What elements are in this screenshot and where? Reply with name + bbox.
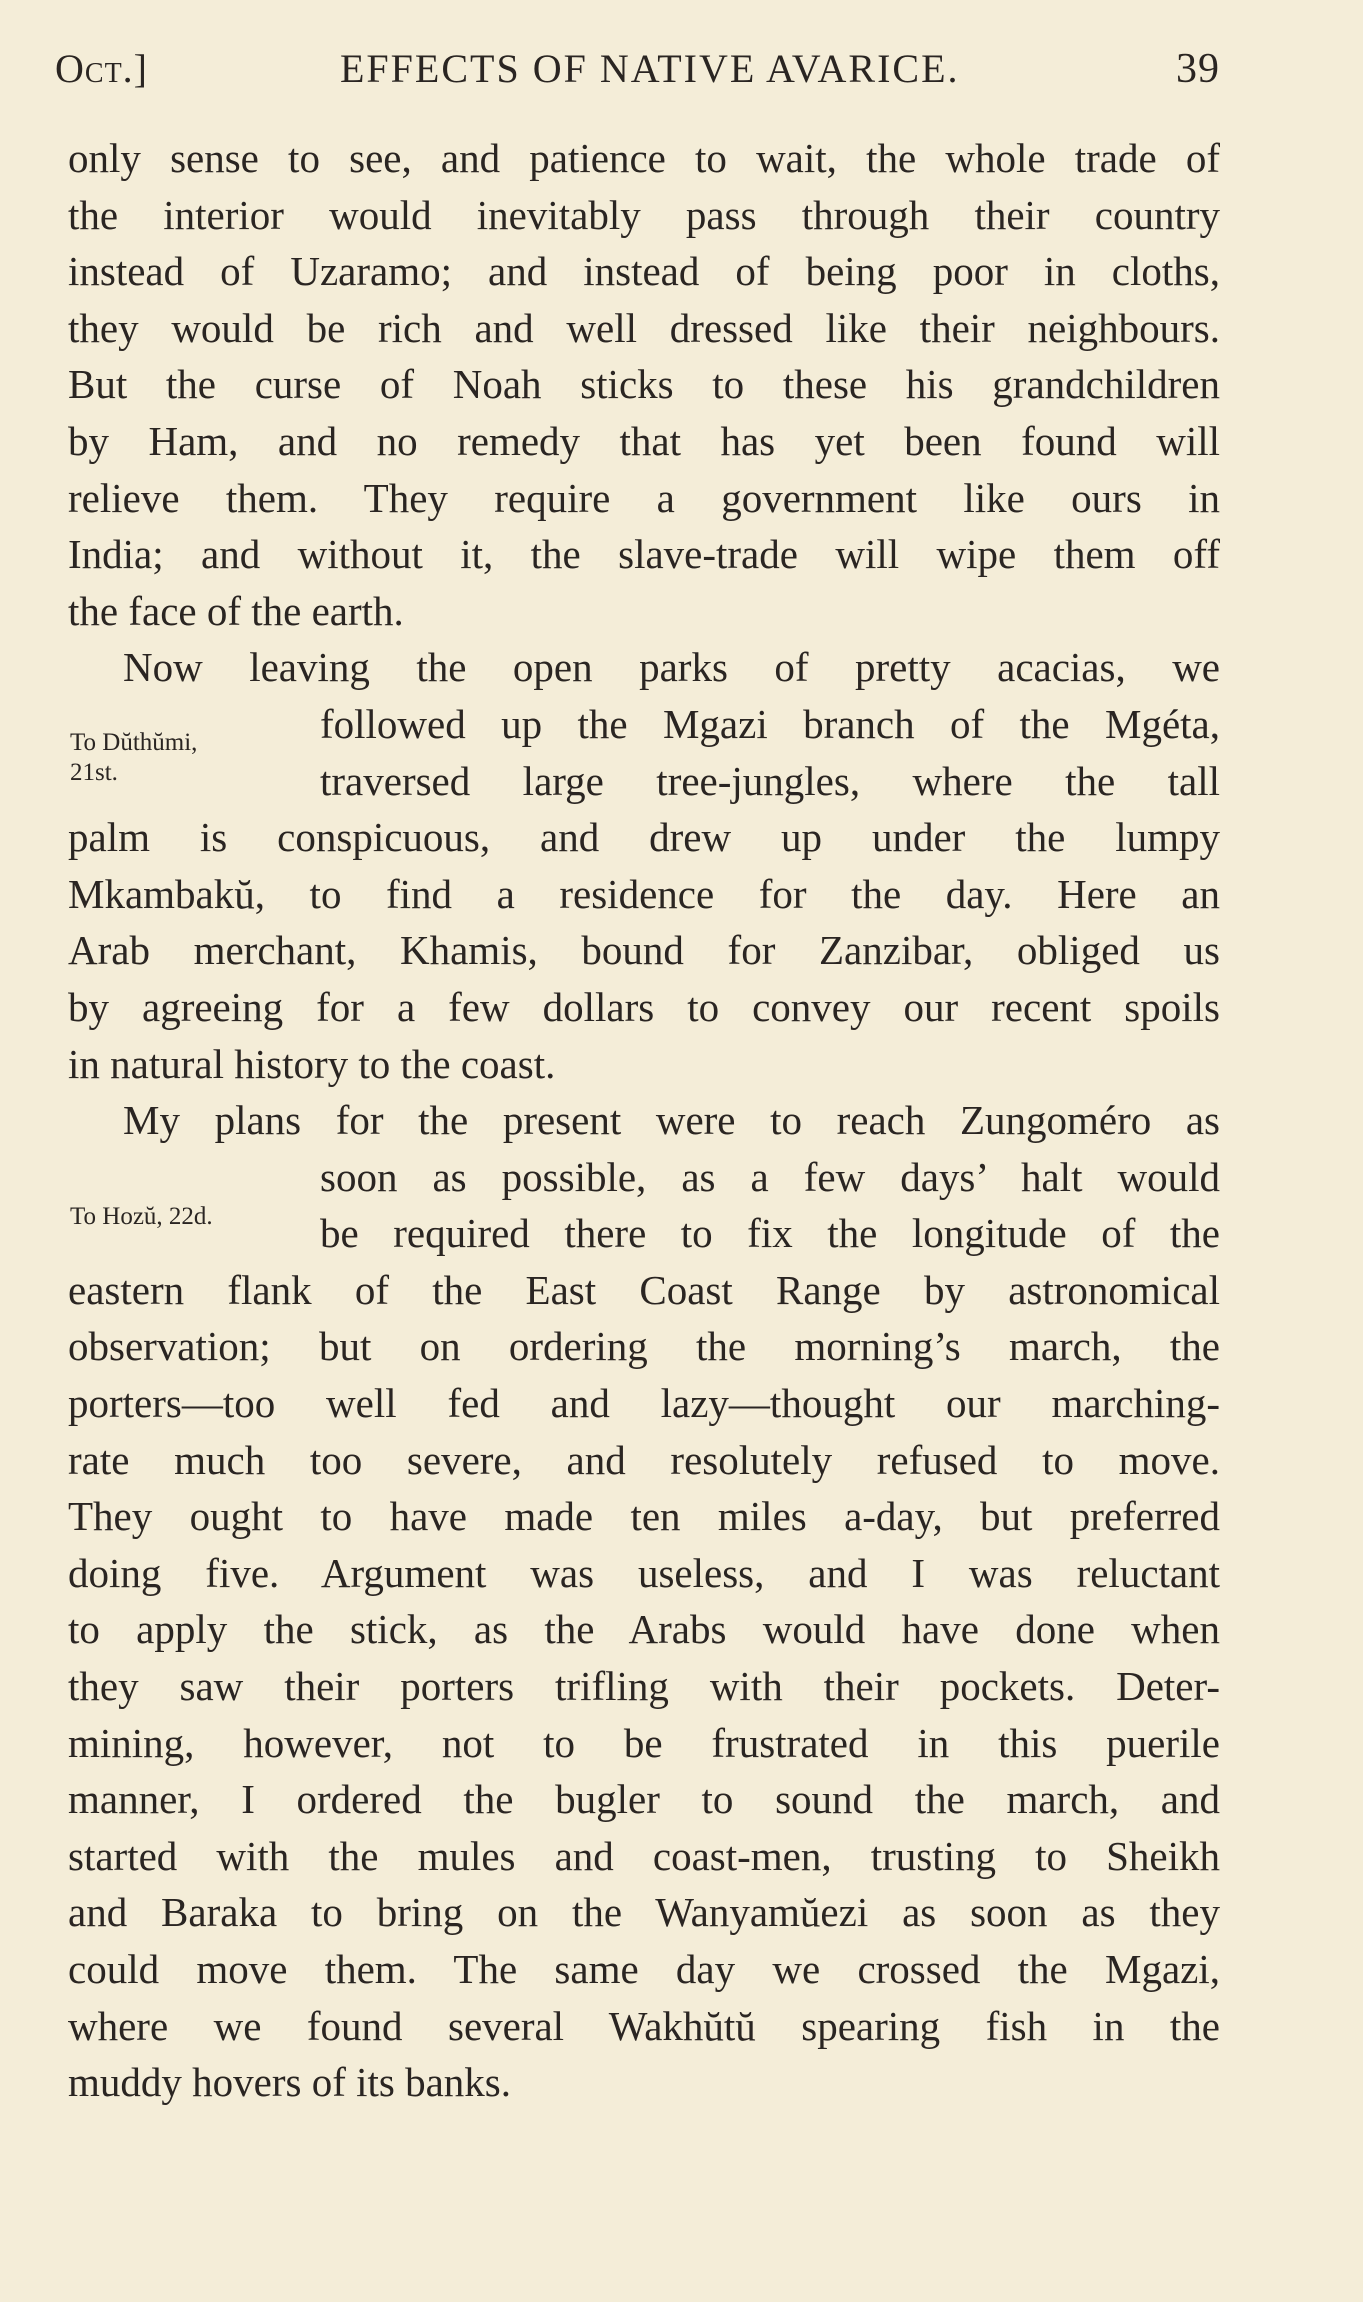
margin-note-date: 21st. [70,759,118,786]
margin-note-place: To Dŭthŭmi, [70,729,198,756]
text-line: Now leaving the open parks of pretty acacias, we [123,644,1220,691]
header-chapter-title: EFFECTS OF NATIVE AVARICE. [340,46,960,91]
page-number: 39 [1176,46,1220,92]
text-line: they would be rich and well dressed like their neighbours. [68,304,1220,351]
text-line: in natural history to the coast. [68,1040,556,1087]
text-line: instead of Uzaramo; and instead of being poor in cloths, [68,248,1220,295]
text-line: traversed large tree-jungles, where the tall [320,757,1220,804]
text-line: eastern flank of the East Coast Range by astronomical [68,1266,1220,1313]
text-line: palm is conspicuous, and drew up under the lumpy [68,814,1220,861]
text-line: started with the mules and coast-men, trusting to Sheikh [68,1832,1220,1879]
text-line: They ought to have made ten miles a-day, but preferred [68,1493,1220,1540]
text-line: they saw their porters trifling with their pockets. Deter- [68,1663,1220,1710]
text-line: by agreeing for a few dollars to convey our recent spoils [68,983,1220,1030]
text-line: manner, I ordered the bugler to sound the march, and [68,1776,1220,1823]
text-line: Mkambakŭ, to find a residence for the day. Here an [68,870,1220,917]
text-line: only sense to see, and patience to wait, the whole trade of [68,135,1220,181]
text-line: India; and without it, the slave-trade will wipe them off [68,531,1220,578]
running-head [55,45,1220,105]
text-line: porters—too well fed and lazy—thought our marching- [68,1380,1220,1427]
text-line: be required there to fix the longitude of the [320,1210,1220,1257]
text-line: doing five. Argument was useless, and I was reluctant [68,1549,1220,1596]
text-line: could move them. The same day we crossed the Mgazi, [68,1946,1220,1992]
text-line: where we found several Wakhŭtŭ spearing fish in the [68,2002,1220,2049]
text-line: observation; but on ordering the morning’s march, the [68,1323,1220,1370]
text-line: relieve them. They require a government like ours in [68,474,1220,521]
text-line: My plans for the present were to reach Zungoméro as [123,1097,1220,1144]
text-line: the face of the earth. [68,587,404,634]
text-line: by Ham, and no remedy that has yet been found will [68,417,1220,464]
text-line: muddy hovers of its banks. [68,2059,511,2106]
text-line: But the curse of Noah sticks to these his grandchildren [68,361,1220,408]
text-line: Arab merchant, Khamis, bound for Zanzibar, obliged us [68,927,1220,974]
text-line: the interior would inevitably pass through their country [68,191,1220,238]
text-line: to apply the stick, as the Arabs would have done when [68,1606,1220,1653]
text-line: mining, however, not to be frustrated in this puerile [68,1719,1220,1766]
body-text [68,130,1220,2111]
text-line: soon as possible, as a few days’ halt would [320,1153,1220,1200]
text-line: rate much too severe, and resolutely refused to move. [68,1436,1220,1483]
text-line: and Baraka to bring on the Wanyamŭezi as soon as they [68,1889,1220,1936]
margin-note-place: To Hozŭ, 22d. [70,1203,213,1230]
text-line: followed up the Mgazi branch of the Mgéta, [320,700,1220,747]
header-month: Oct.] [55,46,148,91]
